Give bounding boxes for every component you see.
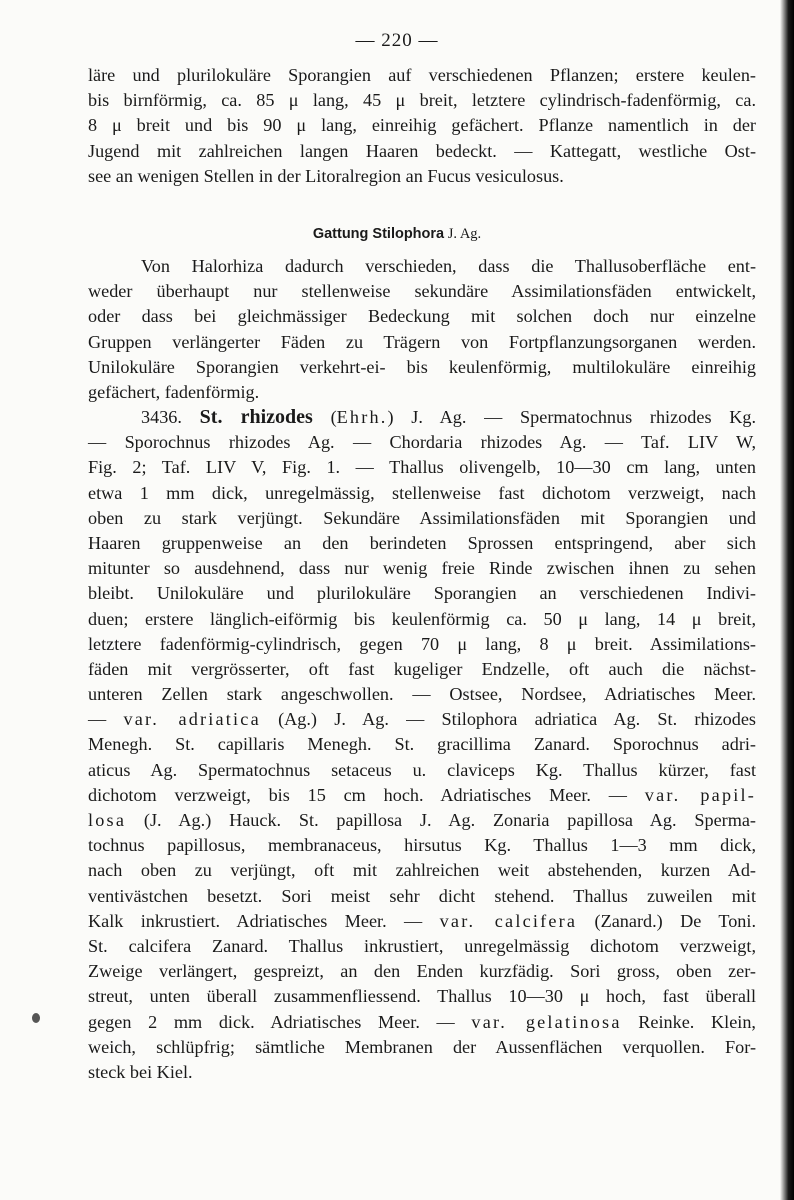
text-line: mitunter so ausdehnend, dass nur wenig freie Rinde zwischen ihnen zu sehen <box>88 558 756 579</box>
text-line: weder überhaupt nur stellenweise sekundäre Assimilationsfäden entwickelt, <box>88 281 756 302</box>
text-line: streut, unten überall zusammenfliessend. Thallus 10—30 μ hoch, fast überall <box>88 986 756 1007</box>
page-number: — 220 — <box>355 30 439 51</box>
variety-papillosa-continued <box>88 808 756 833</box>
genus-heading-author: J. Ag. <box>444 226 482 242</box>
variety-name: var. adriatica <box>123 709 261 730</box>
text-line: bleibt. Unilokuläre und plurilokuläre Sporangien an verschiedenen Indivi- <box>88 583 756 604</box>
text-run: Kalk inkrustiert. Adriatisches Meer. — <box>88 910 440 931</box>
text-line: 8 μ breit und bis 90 μ lang, einreihig gefächert. Pflanze namentlich in der <box>88 115 756 136</box>
text-line: Menegh. St. capillaris Menegh. St. gracillima Zanard. Sporochnus adri- <box>88 734 756 755</box>
genus-heading-name: Gattung Stilophora <box>312 226 445 242</box>
genus-heading <box>0 226 794 243</box>
text-run: (J. Ag.) Hauck. St. papillosa J. Ag. Zonaria papillosa Ag. Sperma- <box>126 810 756 830</box>
text-run: (Zanard.) De Toni. <box>577 910 757 931</box>
text-line: unteren Zellen stark angeschwollen. — Ostsee, Nordsee, Adriatisches Meer. <box>88 684 756 705</box>
text-line: weich, schlüpfrig; sämtliche Membranen der Aussenflächen verquollen. For- <box>88 1036 756 1057</box>
text-run: Reinke. Klein, <box>621 1011 756 1032</box>
text-line: Haaren gruppenweise an den berindeten Sprossen entspringend, aber sich <box>88 532 756 553</box>
species-author: Ehrh. <box>336 407 388 427</box>
text-run: dichotom verzweigt, bis 15 cm hoch. Adriatisches Meer. — <box>88 784 645 805</box>
text-line: duen; erstere länglich-eiförmig bis keulenförmig ca. 50 μ lang, 14 μ breit, <box>88 608 756 629</box>
text-line: tochnus papillosus, membranaceus, hirsutus Kg. Thallus 1—3 mm dick, <box>88 835 756 856</box>
text-line: — Sporochnus rhizodes Ag. — Chordaria rhizodes Ag. — Taf. LIV W, <box>88 432 756 453</box>
ink-speck <box>32 1013 40 1023</box>
text-run: ) J. Ag. — Spermatochnus rhizodes Kg. <box>387 407 757 427</box>
text-line: gefächert, fadenförmig. <box>88 381 260 402</box>
text-run: (Ag.) J. Ag. — Stilophora adriatica Ag. St. rhizodes <box>260 709 757 730</box>
text-line: see an wenigen Stellen in der Litoralregion an Fucus vesiculosus. <box>88 165 564 186</box>
text-run: — <box>88 709 124 730</box>
paragraph-continuation <box>88 63 756 189</box>
text-line: fäden mit vergrösserter, oft fast kugeliger Endzelle, oft auch die nächst- <box>88 658 756 679</box>
text-run: gegen 2 mm dick. Adriatisches Meer. — <box>88 1011 472 1032</box>
variety-name: var. gelatinosa <box>471 1011 622 1032</box>
text-line: bis birnförmig, ca. 85 μ lang, 45 μ breit, letztere cylindrisch-fadenförmig, ca. <box>88 90 756 111</box>
variety-calcifera-line <box>88 909 756 934</box>
text-line: Jugend mit zahlreichen langen Haaren bedeckt. — Kattegatt, westliche Ost- <box>88 140 756 161</box>
species-name: St. rhizodes <box>199 406 313 428</box>
variety-adriatica-line <box>88 707 756 732</box>
text-line: nach oben zu verjüngt, oft mit zahlreichen weit abstehenden, kurzen Ad- <box>88 860 756 881</box>
text-line: Von Halorhiza dadurch verschieden, dass die Thallusoberfläche ent- <box>141 256 756 276</box>
text-line: ventivästchen besetzt. Sori meist sehr dicht stehend. Thallus zuweilen mit <box>88 885 756 906</box>
variety-name: var. papil- <box>644 784 756 805</box>
variety-name: losa <box>88 810 127 830</box>
text-line: steck bei Kiel. <box>88 1061 193 1082</box>
variety-gelatinosa-line <box>88 1010 756 1035</box>
text-line: Unilokuläre Sporangien verkehrt-ei- bis keulenförmig, multilokuläre einreihig <box>88 356 756 377</box>
variety-name: var. calcifera <box>439 910 578 931</box>
entry-number: 3436. <box>141 407 182 427</box>
text-line: Fig. 2; Taf. LIV V, Fig. 1. — Thallus olivengelb, 10—30 cm lang, unten <box>88 457 756 478</box>
text-line: St. calcifera Zanard. Thallus inkrustiert, unregelmässig dichotom verzweigt, <box>88 935 756 956</box>
text-line: Gruppen verlängerter Fäden zu Trägern von Fortpflanzungsorganen werden. <box>88 331 756 352</box>
text-line: etwa 1 mm dick, unregelmässig, stellenweise fast dichotom verzweigt, nach <box>88 482 756 503</box>
species-entry-first-line: 3436. St. rhizodes (Ehrh.) J. Ag. — Spermatochnus rhizodes Kg. <box>141 406 757 428</box>
text-line: läre und plurilokuläre Sporangien auf verschiedenen Pflanzen; erstere keulen- <box>88 65 756 85</box>
genus-description <box>88 254 756 405</box>
text-line: Zweige verlängert, gespreizt, an den Enden kurzfädig. Sori gross, oben zer- <box>88 961 756 982</box>
text-line: oben zu stark verjüngt. Sekundäre Assimilationsfäden mit Sporangien und <box>88 507 756 528</box>
text-line: aticus Ag. Spermatochnus setaceus u. claviceps Kg. Thallus kürzer, fast <box>88 759 756 780</box>
variety-papillosa-line <box>88 783 756 808</box>
species-entry <box>88 405 756 1085</box>
text-line: oder dass bei gleichmässiger Bedeckung mit solchen doch nur einzelne <box>88 306 756 327</box>
text-line: letztere fadenförmig-cylindrisch, gegen 70 μ lang, 8 μ breit. Assimilations- <box>88 633 756 654</box>
